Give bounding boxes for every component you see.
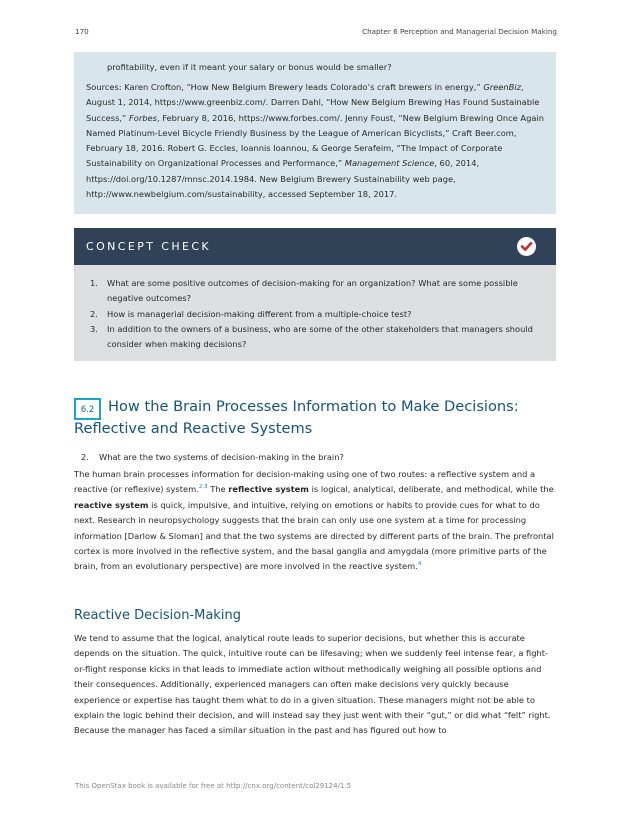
text-run: is logical, analytical, deliberate, and methodical, while the <box>308 484 554 495</box>
concept-check-list <box>90 276 540 352</box>
case-sources <box>86 80 546 202</box>
chapter-title: Chapter 6 Perception and Managerial Decision Making <box>362 27 557 36</box>
question-text: In addition to the owners of a business, who are some of the other stakeholders that managers should consider when making decisions? <box>107 323 533 350</box>
learning-objective <box>81 452 344 462</box>
text-run: The human brain processes information for decision-making using one of two routes: a reflective system and a reactive (or reflexive) system. <box>74 469 536 495</box>
citation-text: Sources: Karen Crofton, “How New Belgium Brewery leads Colorado’s craft brewers in energy,” <box>86 82 484 92</box>
text-run: is quick, impulsive, and intuitive, relying on emotions or habits to provide cues for what to do next. Research in neuropsychology suggests that the brain can only use one system at a time for processing information [Darlow & Sloman] and that the two systems are directed by different parts of the brain. The prefrontal cortex is more involved in the reflective system, and the basal ganglia and amygdala (more primitive parts of the brain, from an evolutionary perspective) are more involved in the reactive system. <box>74 499 554 572</box>
section-number-badge: 6.2 <box>74 398 101 420</box>
subheading: Reactive Decision-Making <box>74 608 241 623</box>
question-number: 1. <box>90 278 98 288</box>
case-study-box <box>74 52 556 214</box>
key-term: reflective system <box>228 484 309 495</box>
citation-text: , August 1, 2014, https://www.greenbiz.com/. Darren Dahl, “How New Belgium Brewing Has Found Sustainable Success,” <box>86 82 540 123</box>
page-number: 170 <box>75 27 89 36</box>
case-question-tail: profitability, even if it meant your salary or bonus would be smaller? <box>107 62 392 72</box>
citation-text: , 60, 2014, https://doi.org/10.1287/mnsc.2014.1984. New Belgium Brewery Sustainability web page, http://www.newbelgium.com/sustainability, accessed September 18, 2017. <box>86 158 480 200</box>
key-term: reactive system <box>74 499 149 510</box>
question-number: 3. <box>90 323 98 334</box>
objective-text: What are the two systems of decision-making in the brain? <box>99 452 344 462</box>
footnote-ref[interactable]: 4 <box>417 561 422 568</box>
section-title: How the Brain Processes Information to Make Decisions: Reflective and Reactive Systems <box>74 398 519 437</box>
citation-title: Forbes <box>128 112 157 123</box>
question-number: 2. <box>90 308 98 319</box>
question-text: What are some positive outcomes of decision-making for an organization? What are some possible negative outcomes? <box>107 278 518 304</box>
citation-title: GreenBiz <box>483 82 521 92</box>
page-footer: This OpenStax book is available for free at http://cnx.org/content/col29124/1.5 <box>75 782 352 790</box>
body-paragraph-2: We tend to assume that the logical, analytical route leads to superior decisions, but whether this is accurate depends on the situation. The quick, intuitive route can be lifesaving; when we suddenly feel intense fear, a fight-or-flight response kicks in that leads to immediate action without methodically weighing all possible options and their consequences. Additionally, experienced managers can often make decisions very quickly because experience or expertise has taught them what to do in a given situation. These managers might not be able to explain the logic behind their decision, and will instead say they just went with their “gut,” or did what “felt” right. Because the manager has faced a similar situation in the past and has figured out how to <box>74 633 551 736</box>
list-item <box>90 307 540 322</box>
concept-check-title: CONCEPT CHECK <box>86 240 212 253</box>
list-item <box>90 276 540 307</box>
list-item <box>90 322 540 353</box>
citation-title: Management Science <box>344 158 435 169</box>
checkmark-icon <box>517 237 536 256</box>
question-text: How is managerial decision-making different from a multiple-choice test? <box>107 308 412 319</box>
concept-check-body <box>74 265 556 361</box>
footnote-ref[interactable]: 2,3 <box>198 484 208 491</box>
text-run: The <box>207 484 229 495</box>
body-paragraph-1 <box>74 467 556 575</box>
objective-number: 2. <box>81 452 89 462</box>
citation-text: , February 8, 2016, https://www.forbes.com/. Jenny Foust, “New Belgium Brewing Once Again Named Platinum-Level Bicycle Friendly Business by the League of American Bicyclists,” Craft Beer.com, February 18, 2016. Robert G. Eccles, Ioannis Ioannou, & George Serafeim, “The Impact of Corporate Sustainability on Organizational Processes and Performance,” <box>86 112 544 169</box>
concept-check-header <box>74 228 556 265</box>
